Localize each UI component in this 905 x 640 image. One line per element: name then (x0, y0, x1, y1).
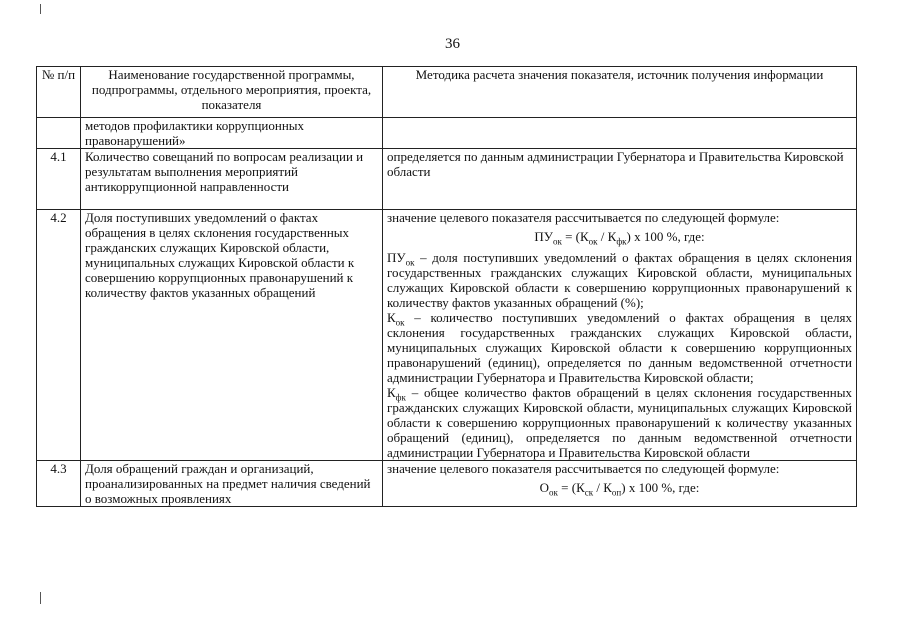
formula: $О_{ок} = (К_{ск} / К_{оп})$ х 100 %, где: (539, 480, 700, 498)
cell-num: 4.1 (37, 149, 81, 210)
page-number: 36 (445, 36, 460, 52)
header-method: Методика расчета значения показателя, источник получения информации (383, 67, 857, 118)
cell-name: Доля поступивших уведомлений о фактах обращения в целях склонения государственных гражданских служащих Кировской области, муниципальных служащих Кировской области к совершению коррупционных правонарушений к количеству фактов указанных обращений (81, 210, 383, 461)
formula-intro: значение целевого показателя рассчитывается по следующей формуле: (387, 461, 780, 476)
scan-mark-top (40, 4, 41, 14)
cell-method (383, 118, 857, 149)
definition-kok: $К_{ок}$ – количество поступивших уведомлений о фактах обращения в целях склонения государственных гражданских служащих Кировской области, муниципальных служащих Кировской области к совершению коррупционных правонарушений (единиц), определяется по данным ведомственной отчетности администрации Губернатора и Правительства Кировской области; (387, 310, 852, 385)
cell-method (383, 461, 857, 507)
indicator-methodology-table (36, 66, 857, 507)
table-row-4-3 (37, 461, 857, 507)
formula: $ПУ_{ок} = (К_{ок} / К_{фк})$ х 100 %, где: (534, 229, 705, 247)
cell-name: методов профилактики коррупционных правонарушений» (81, 118, 383, 149)
table-row-continuation (37, 118, 857, 149)
header-name: Наименование государственной программы, подпрограммы, отдельного мероприятия, проекта, показателя (81, 67, 383, 118)
definition-pu: $ПУ_{ок}$ – доля поступивших уведомлений о фактах обращения в целях склонения государственных гражданских служащих Кировской области, муниципальных служащих Кировской области к совершению коррупционных правонарушений к количеству фактов указанных обращений (%); (387, 250, 852, 310)
scan-mark-bottom (40, 592, 41, 604)
cell-method: определяется по данным администрации Губернатора и Правительства Кировской области (383, 149, 857, 210)
definition-kfk: $К_{фк}$ – общее количество фактов обращений в целях склонения государственных гражданских служащих Кировской области, муниципальных служащих Кировской области к совершению коррупционных правонарушений к количеству указанных обращений (единиц), определяется по данным ведомственной отчетности администрации Губернатора и Правительства Кировской области (387, 385, 852, 460)
cell-method (383, 210, 857, 461)
table-header-row (37, 67, 857, 118)
table-row-4-1 (37, 149, 857, 210)
cell-num: 4.3 (37, 461, 81, 507)
cell-name: Количество совещаний по вопросам реализации и результатам выполнения мероприятий антикоррупционной направленности (81, 149, 383, 210)
formula-intro: значение целевого показателя рассчитывается по следующей формуле: (387, 210, 780, 225)
cell-num (37, 118, 81, 149)
table-row-4-2 (37, 210, 857, 461)
cell-name: Доля обращений граждан и организаций, проанализированных на предмет наличия сведений о возможных проявлениях (81, 461, 383, 507)
header-num: № п/п (37, 67, 81, 118)
cell-num: 4.2 (37, 210, 81, 461)
